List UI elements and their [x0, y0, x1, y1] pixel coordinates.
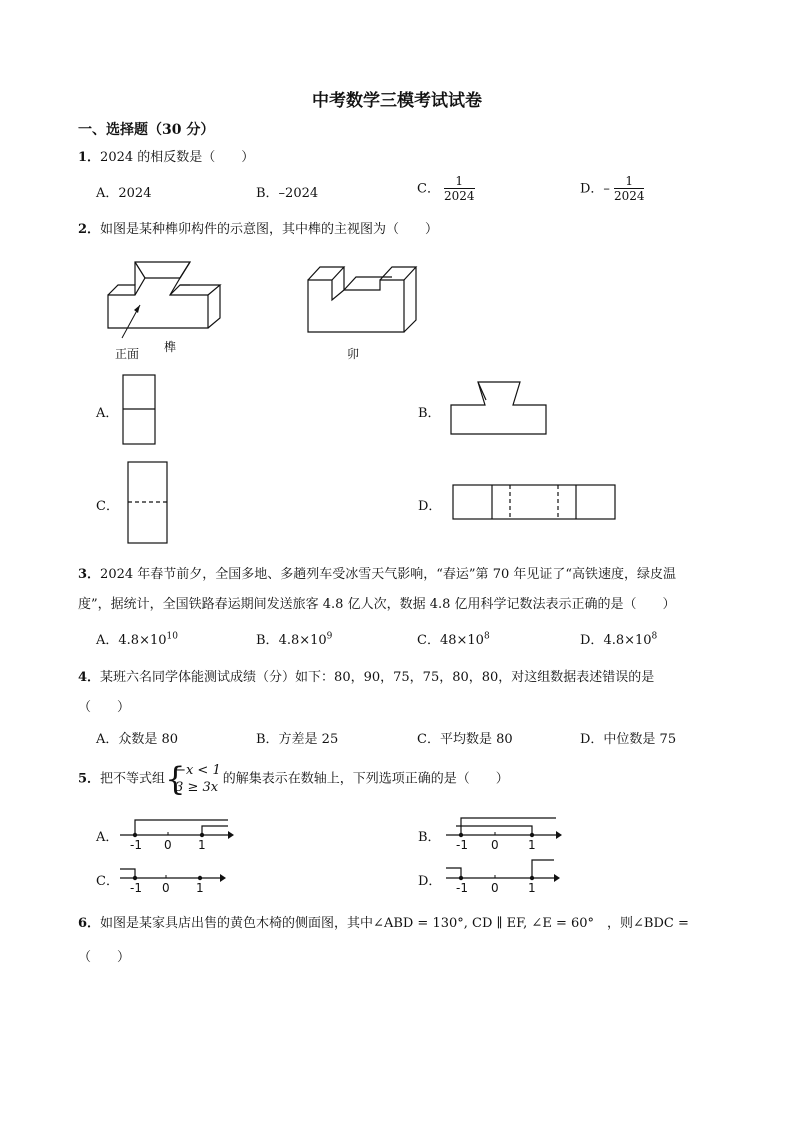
q4-option-d: D．中位数是 75	[580, 732, 677, 747]
question-number: 5．	[78, 771, 101, 787]
question-number: 1．	[78, 150, 101, 165]
option-base: 4.8×10	[278, 633, 327, 648]
figure-label-front: 正面	[115, 347, 140, 361]
question-number: 6．	[78, 916, 101, 931]
q2-option-d: D．	[418, 499, 442, 514]
q3-option-b	[256, 629, 332, 648]
q3-option-c	[417, 629, 490, 648]
q3-option-d	[580, 629, 657, 648]
option-base: 48×10	[439, 633, 484, 648]
denominator: 2024	[443, 189, 475, 203]
question-text-line1: 某班六名同学体能测试成绩（分）如下：80，90，75，75，80，80，对这组数据表述错误的是	[100, 670, 655, 685]
question-6	[78, 912, 689, 931]
section-heading: 一、选择题（30 分）	[78, 122, 215, 138]
q5-option-b: B．	[418, 830, 441, 845]
q4-option-b: B．方差是 25	[256, 732, 339, 747]
tick-label: 0	[162, 881, 170, 895]
q4-option-a: A．众数是 80	[96, 732, 179, 747]
tick-label: -1	[456, 838, 468, 852]
tick-label: -1	[130, 881, 142, 895]
figure-label-tenon: 榫	[164, 340, 177, 354]
option-label: C．	[417, 181, 440, 197]
tick-label: 1	[198, 838, 206, 852]
fraction	[614, 174, 645, 204]
option-label: D．	[580, 633, 604, 648]
question-text: 如图是某种榫卯构件的示意图，其中榫的主视图为（ ）	[100, 222, 439, 237]
option-label: A．	[96, 633, 119, 648]
tick-label: -1	[130, 838, 142, 852]
question-number: 3．	[78, 567, 101, 582]
q4-option-c: C．平均数是 80	[417, 732, 513, 747]
option-exponent: 9	[326, 631, 333, 642]
question-text: 如图是某家具店出售的黄色木椅的侧面图，其中∠ABD = 130°, CD ∥ EF, ∠E = 60° ，则∠BDC =	[100, 916, 689, 931]
option-exponent: 8	[483, 631, 490, 642]
page-title: 中考数学三模考试试卷	[312, 91, 482, 111]
q2-option-a-figure	[122, 374, 156, 446]
numerator: 1	[614, 174, 645, 189]
figure-label-mortise: 卯	[347, 347, 360, 361]
tick-label: 1	[528, 838, 536, 852]
option-base: 4.8×10	[118, 633, 167, 648]
option-exponent: 10	[166, 631, 178, 642]
mortise-figure	[300, 262, 430, 337]
q1-option-d	[580, 174, 644, 204]
tick-label: 1	[528, 881, 536, 895]
q1-option-b: B．–2024	[256, 186, 319, 201]
q1-option-a: A．2024	[96, 186, 152, 201]
q2-option-c: C．	[96, 499, 119, 514]
question-4	[78, 666, 654, 685]
question-text: 2024 的相反数是（ ）	[100, 150, 255, 165]
option-exponent: 8	[651, 631, 658, 642]
denominator: 2024	[613, 189, 645, 203]
question-text-pre: 把不等式组	[100, 771, 166, 787]
tick-label: 1	[196, 881, 204, 895]
inequality-1: { −x < 1	[175, 763, 221, 778]
q2-option-a: A．	[96, 406, 119, 421]
question-2	[78, 218, 438, 237]
question-4-line2: （ ）	[78, 700, 131, 715]
q3-option-a	[96, 629, 178, 648]
question-5	[78, 762, 509, 796]
q2-option-b-figure	[450, 380, 548, 436]
question-number: 4．	[78, 670, 101, 685]
tick-label: 0	[491, 881, 499, 895]
q5-option-a: A．	[96, 830, 119, 845]
tick-label: -1	[456, 881, 468, 895]
question-3-line2: 度”，据统计，全国铁路春运期间发送旅客 4.8 亿人次，数据 4.8 亿用科学记数法表示正确的是（ ）	[78, 597, 676, 612]
inequality-2: 3 ≥ 3x	[175, 780, 219, 795]
q5-option-d: D．	[418, 874, 442, 889]
q5-option-c: C．	[96, 874, 119, 889]
tick-label: 0	[164, 838, 172, 852]
fraction	[444, 174, 475, 204]
numerator: 1	[444, 174, 475, 189]
question-number: 2．	[78, 222, 101, 237]
inequality-system	[167, 762, 221, 796]
q2-option-c-figure	[127, 461, 169, 545]
q1-option-c	[417, 174, 475, 204]
tick-label: 0	[491, 838, 499, 852]
option-label: C．	[417, 633, 440, 648]
question-1	[78, 146, 254, 165]
question-6-line2: （ ）	[78, 950, 131, 965]
option-label: B．	[256, 633, 279, 648]
q2-option-d-figure	[452, 484, 618, 522]
option-label: D．–	[580, 181, 610, 197]
question-text-line1: 2024 年春节前夕，全国多地、多趟列车受冰雪天气影响，“春运”第 70 年见证了“高铁速度，绿皮温	[100, 567, 677, 582]
question-3	[78, 563, 676, 582]
q2-option-b: B．	[418, 406, 441, 421]
option-base: 4.8×10	[603, 633, 652, 648]
question-text-post: 的解集表示在数轴上，下列选项正确的是（ ）	[222, 771, 509, 787]
